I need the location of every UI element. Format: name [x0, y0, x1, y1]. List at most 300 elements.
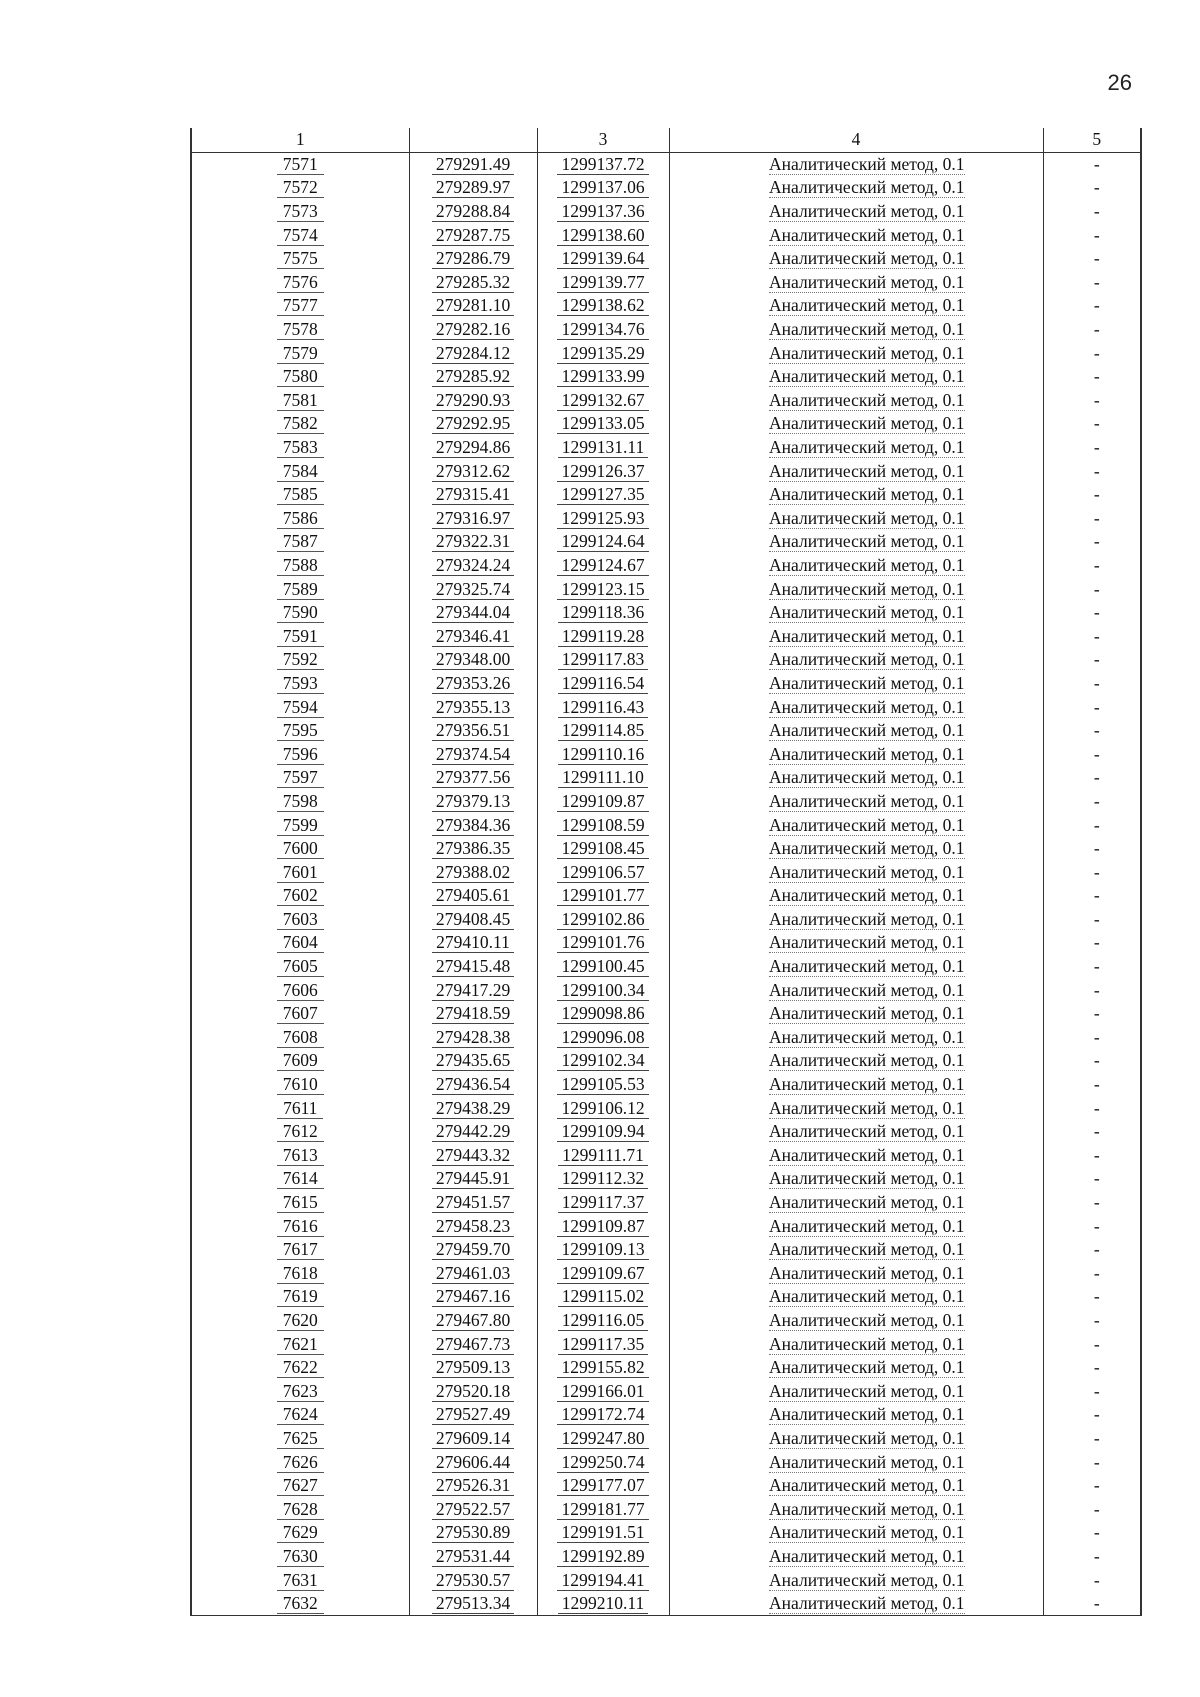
x-coordinate: 279531.44 — [432, 1546, 514, 1567]
method-accuracy: Аналитический метод, 0.1 — [769, 295, 965, 316]
note-cell — [1043, 247, 1141, 271]
y-coordinate-cell — [537, 837, 669, 861]
point-number-cell — [191, 860, 409, 884]
point-number-cell — [191, 1191, 409, 1215]
method-accuracy-cell — [669, 554, 1043, 578]
table-row — [191, 1002, 1141, 1026]
note: - — [1093, 1262, 1100, 1283]
x-coordinate-cell — [409, 742, 537, 766]
point-number-cell — [191, 1049, 409, 1073]
x-coordinate: 279438.29 — [432, 1098, 514, 1119]
point-number-cell — [191, 294, 409, 318]
note: - — [1093, 932, 1100, 953]
point-number-cell — [191, 1592, 409, 1616]
point-number-cell — [191, 389, 409, 413]
method-accuracy-cell — [669, 860, 1043, 884]
x-coordinate-cell — [409, 176, 537, 200]
point-number-cell — [191, 1096, 409, 1120]
table-row — [191, 813, 1141, 837]
note-cell — [1043, 1309, 1141, 1333]
note: - — [1093, 319, 1100, 340]
note: - — [1093, 814, 1100, 835]
method-accuracy-cell — [669, 436, 1043, 460]
table-row — [191, 507, 1141, 531]
note: - — [1093, 437, 1100, 458]
note-cell — [1043, 412, 1141, 436]
x-coordinate: 279374.54 — [432, 744, 514, 765]
note-cell — [1043, 719, 1141, 743]
point-number-cell — [191, 1332, 409, 1356]
table-row — [191, 1096, 1141, 1120]
x-coordinate-cell — [409, 1332, 537, 1356]
method-accuracy: Аналитический метод, 0.1 — [769, 625, 965, 646]
method-accuracy-cell — [669, 1120, 1043, 1144]
y-coordinate-cell — [537, 318, 669, 342]
note-cell — [1043, 766, 1141, 790]
point-number: 7613 — [277, 1145, 324, 1166]
point-number-cell — [191, 1238, 409, 1262]
note-cell — [1043, 1568, 1141, 1592]
y-coordinate: 1299123.15 — [557, 579, 648, 600]
method-accuracy: Аналитический метод, 0.1 — [769, 460, 965, 481]
point-number-cell — [191, 176, 409, 200]
note-cell — [1043, 1592, 1141, 1616]
method-accuracy-cell — [669, 1049, 1043, 1073]
note: - — [1093, 790, 1100, 811]
note-cell — [1043, 1521, 1141, 1545]
note-cell — [1043, 1356, 1141, 1380]
point-number: 7578 — [277, 319, 324, 340]
point-number: 7584 — [277, 461, 324, 482]
table-row — [191, 672, 1141, 696]
point-number: 7571 — [277, 154, 324, 175]
method-accuracy: Аналитический метод, 0.1 — [769, 602, 965, 623]
y-coordinate-cell — [537, 1521, 669, 1545]
table-row — [191, 247, 1141, 271]
point-number: 7576 — [277, 272, 324, 293]
y-coordinate: 1299096.08 — [557, 1027, 648, 1048]
table-row — [191, 1191, 1141, 1215]
y-coordinate: 1299109.87 — [557, 1216, 648, 1237]
x-coordinate-cell — [409, 1309, 537, 1333]
point-number: 7592 — [277, 649, 324, 670]
method-accuracy: Аналитический метод, 0.1 — [769, 1333, 965, 1354]
note: - — [1093, 767, 1100, 788]
x-coordinate: 279292.95 — [432, 413, 514, 434]
point-number: 7577 — [277, 295, 324, 316]
table-row — [191, 1545, 1141, 1569]
method-accuracy-cell — [669, 223, 1043, 247]
x-coordinate-cell — [409, 1144, 537, 1168]
point-number: 7587 — [277, 531, 324, 552]
point-number: 7589 — [277, 579, 324, 600]
x-coordinate: 279289.97 — [432, 177, 514, 198]
y-coordinate-cell — [537, 271, 669, 295]
point-number: 7581 — [277, 390, 324, 411]
x-coordinate: 279530.57 — [432, 1570, 514, 1591]
y-coordinate-cell — [537, 1262, 669, 1286]
y-coordinate-cell — [537, 507, 669, 531]
point-number-cell — [191, 152, 409, 176]
x-coordinate: 279445.91 — [432, 1168, 514, 1189]
point-number-cell — [191, 223, 409, 247]
x-coordinate: 279417.29 — [432, 980, 514, 1001]
x-coordinate: 279285.32 — [432, 272, 514, 293]
x-coordinate: 279285.92 — [432, 366, 514, 387]
method-accuracy-cell — [669, 601, 1043, 625]
method-accuracy: Аналитический метод, 0.1 — [769, 1498, 965, 1519]
note: - — [1093, 1427, 1100, 1448]
note-cell — [1043, 1049, 1141, 1073]
x-coordinate-cell — [409, 554, 537, 578]
table-row — [191, 365, 1141, 389]
note: - — [1093, 1050, 1100, 1071]
method-accuracy-cell — [669, 1592, 1043, 1616]
note: - — [1093, 1522, 1100, 1543]
table-row — [191, 1120, 1141, 1144]
point-number: 7626 — [277, 1452, 324, 1473]
note-cell — [1043, 1191, 1141, 1215]
note: - — [1093, 295, 1100, 316]
point-number-cell — [191, 908, 409, 932]
note-cell — [1043, 931, 1141, 955]
point-number-cell — [191, 247, 409, 271]
method-accuracy-cell — [669, 978, 1043, 1002]
y-coordinate: 1299139.77 — [557, 272, 648, 293]
method-accuracy: Аналитический метод, 0.1 — [769, 177, 965, 198]
x-coordinate-cell — [409, 294, 537, 318]
point-number: 7607 — [277, 1003, 324, 1024]
point-number-cell — [191, 1427, 409, 1451]
y-coordinate-cell — [537, 931, 669, 955]
note-cell — [1043, 978, 1141, 1002]
table-row — [191, 1379, 1141, 1403]
point-number: 7602 — [277, 885, 324, 906]
point-number: 7606 — [277, 980, 324, 1001]
x-coordinate: 279467.16 — [432, 1286, 514, 1307]
y-coordinate: 1299111.71 — [558, 1145, 648, 1166]
header-col-2 — [409, 128, 537, 152]
point-number-cell — [191, 459, 409, 483]
y-coordinate-cell — [537, 1403, 669, 1427]
note-cell — [1043, 1214, 1141, 1238]
table-row — [191, 530, 1141, 554]
x-coordinate-cell — [409, 1592, 537, 1616]
method-accuracy: Аналитический метод, 0.1 — [769, 531, 965, 552]
x-coordinate: 279312.62 — [432, 461, 514, 482]
point-number: 7598 — [277, 791, 324, 812]
note: - — [1093, 389, 1100, 410]
note: - — [1093, 1451, 1100, 1472]
y-coordinate: 1299210.11 — [558, 1593, 648, 1614]
method-accuracy-cell — [669, 1073, 1043, 1097]
x-coordinate: 279346.41 — [432, 626, 514, 647]
point-number: 7596 — [277, 744, 324, 765]
method-accuracy: Аналитический метод, 0.1 — [769, 696, 965, 717]
y-coordinate: 1299100.45 — [557, 956, 648, 977]
point-number-cell — [191, 577, 409, 601]
method-accuracy-cell — [669, 719, 1043, 743]
table-row — [191, 955, 1141, 979]
table-row — [191, 294, 1141, 318]
x-coordinate: 279520.18 — [432, 1381, 514, 1402]
x-coordinate-cell — [409, 1497, 537, 1521]
note-cell — [1043, 672, 1141, 696]
y-coordinate: 1299138.62 — [557, 295, 648, 316]
note-cell — [1043, 1285, 1141, 1309]
point-number-cell — [191, 1073, 409, 1097]
note-cell — [1043, 860, 1141, 884]
method-accuracy-cell — [669, 507, 1043, 531]
point-number-cell — [191, 601, 409, 625]
x-coordinate-cell — [409, 1262, 537, 1286]
note-cell — [1043, 176, 1141, 200]
method-accuracy-cell — [669, 1450, 1043, 1474]
x-coordinate: 279428.38 — [432, 1027, 514, 1048]
point-number: 7586 — [277, 508, 324, 529]
point-number: 7585 — [277, 484, 324, 505]
method-accuracy: Аналитический метод, 0.1 — [769, 838, 965, 859]
y-coordinate-cell — [537, 1309, 669, 1333]
x-coordinate-cell — [409, 648, 537, 672]
point-number-cell — [191, 790, 409, 814]
x-coordinate-cell — [409, 200, 537, 224]
x-coordinate-cell — [409, 318, 537, 342]
point-number-cell — [191, 554, 409, 578]
x-coordinate: 279415.48 — [432, 956, 514, 977]
point-number-cell — [191, 1167, 409, 1191]
y-coordinate-cell — [537, 530, 669, 554]
x-coordinate-cell — [409, 908, 537, 932]
x-coordinate-cell — [409, 1568, 537, 1592]
y-coordinate: 1299110.16 — [558, 744, 648, 765]
y-coordinate-cell — [537, 176, 669, 200]
method-accuracy-cell — [669, 1568, 1043, 1592]
y-coordinate-cell — [537, 908, 669, 932]
note-cell — [1043, 389, 1141, 413]
method-accuracy: Аналитический метод, 0.1 — [769, 342, 965, 363]
point-number: 7579 — [277, 343, 324, 364]
y-coordinate: 1299172.74 — [557, 1404, 648, 1425]
point-number: 7609 — [277, 1050, 324, 1071]
method-accuracy-cell — [669, 483, 1043, 507]
method-accuracy: Аналитический метод, 0.1 — [769, 1050, 965, 1071]
note-cell — [1043, 1026, 1141, 1050]
point-number: 7619 — [277, 1286, 324, 1307]
note-cell — [1043, 507, 1141, 531]
method-accuracy: Аналитический метод, 0.1 — [769, 1357, 965, 1378]
x-coordinate: 279282.16 — [432, 319, 514, 340]
point-number-cell — [191, 813, 409, 837]
point-number-cell — [191, 1214, 409, 1238]
y-coordinate-cell — [537, 1002, 669, 1026]
method-accuracy: Аналитический метод, 0.1 — [769, 319, 965, 340]
y-coordinate-cell — [537, 483, 669, 507]
y-coordinate-cell — [537, 813, 669, 837]
y-coordinate: 1299139.64 — [557, 248, 648, 269]
note-cell — [1043, 271, 1141, 295]
x-coordinate-cell — [409, 624, 537, 648]
point-number-cell — [191, 1144, 409, 1168]
y-coordinate-cell — [537, 766, 669, 790]
table-row — [191, 719, 1141, 743]
table-row — [191, 601, 1141, 625]
y-coordinate: 1299109.87 — [557, 791, 648, 812]
x-coordinate-cell — [409, 884, 537, 908]
point-number: 7611 — [277, 1098, 323, 1119]
note: - — [1093, 153, 1100, 174]
note-cell — [1043, 1002, 1141, 1026]
y-coordinate-cell — [537, 790, 669, 814]
note-cell — [1043, 1450, 1141, 1474]
table-row — [191, 1073, 1141, 1097]
x-coordinate-cell — [409, 1120, 537, 1144]
point-number: 7599 — [277, 815, 324, 836]
x-coordinate-cell — [409, 577, 537, 601]
x-coordinate-cell — [409, 719, 537, 743]
point-number-cell — [191, 1026, 409, 1050]
method-accuracy-cell — [669, 1332, 1043, 1356]
method-accuracy: Аналитический метод, 0.1 — [769, 366, 965, 387]
point-number-cell — [191, 1521, 409, 1545]
y-coordinate-cell — [537, 294, 669, 318]
x-coordinate: 279458.23 — [432, 1216, 514, 1237]
point-number-cell — [191, 1474, 409, 1498]
note: - — [1093, 1593, 1100, 1614]
x-coordinate: 279379.13 — [432, 791, 514, 812]
x-coordinate: 279356.51 — [432, 720, 514, 741]
y-coordinate-cell — [537, 742, 669, 766]
table-row — [191, 318, 1141, 342]
method-accuracy-cell — [669, 1002, 1043, 1026]
method-accuracy: Аналитический метод, 0.1 — [769, 1026, 965, 1047]
x-coordinate: 279609.14 — [432, 1428, 514, 1449]
x-coordinate-cell — [409, 530, 537, 554]
method-accuracy-cell — [669, 624, 1043, 648]
point-number-cell — [191, 766, 409, 790]
table-row — [191, 1450, 1141, 1474]
method-accuracy-cell — [669, 790, 1043, 814]
x-coordinate-cell — [409, 1002, 537, 1026]
point-number: 7628 — [277, 1499, 324, 1520]
method-accuracy: Аналитический метод, 0.1 — [769, 649, 965, 670]
point-number: 7595 — [277, 720, 324, 741]
method-accuracy-cell — [669, 884, 1043, 908]
method-accuracy: Аналитический метод, 0.1 — [769, 790, 965, 811]
point-number: 7588 — [277, 555, 324, 576]
point-number: 7624 — [277, 1404, 324, 1425]
x-coordinate: 279451.57 — [432, 1192, 514, 1213]
note-cell — [1043, 601, 1141, 625]
table-row — [191, 1521, 1141, 1545]
x-coordinate-cell — [409, 365, 537, 389]
y-coordinate-cell — [537, 860, 669, 884]
point-number: 7573 — [277, 201, 324, 222]
method-accuracy: Аналитический метод, 0.1 — [769, 956, 965, 977]
table-row — [191, 223, 1141, 247]
table-row — [191, 176, 1141, 200]
header-col-3: 3 — [537, 128, 669, 152]
method-accuracy: Аналитический метод, 0.1 — [769, 1239, 965, 1260]
point-number-cell — [191, 742, 409, 766]
note: - — [1093, 625, 1100, 646]
method-accuracy-cell — [669, 813, 1043, 837]
method-accuracy: Аналитический метод, 0.1 — [769, 767, 965, 788]
note-cell — [1043, 1262, 1141, 1286]
method-accuracy-cell — [669, 1427, 1043, 1451]
method-accuracy-cell — [669, 1238, 1043, 1262]
x-coordinate-cell — [409, 483, 537, 507]
method-accuracy: Аналитический метод, 0.1 — [769, 271, 965, 292]
point-number: 7608 — [277, 1027, 324, 1048]
table-row — [191, 577, 1141, 601]
y-coordinate: 1299108.59 — [557, 815, 648, 836]
x-coordinate-cell — [409, 1521, 537, 1545]
note-cell — [1043, 884, 1141, 908]
x-coordinate-cell — [409, 1450, 537, 1474]
method-accuracy-cell — [669, 176, 1043, 200]
point-number: 7597 — [277, 767, 324, 788]
point-number: 7621 — [277, 1334, 324, 1355]
method-accuracy: Аналитический метод, 0.1 — [769, 201, 965, 222]
x-coordinate: 279408.45 — [432, 909, 514, 930]
note-cell — [1043, 200, 1141, 224]
y-coordinate: 1299106.57 — [557, 862, 648, 883]
point-number: 7614 — [277, 1168, 324, 1189]
note: - — [1093, 1357, 1100, 1378]
point-number: 7610 — [277, 1074, 324, 1095]
x-coordinate-cell — [409, 1214, 537, 1238]
method-accuracy: Аналитический метод, 0.1 — [769, 672, 965, 693]
note: - — [1093, 342, 1100, 363]
point-number: 7620 — [277, 1310, 324, 1331]
method-accuracy-cell — [669, 1191, 1043, 1215]
table-row — [191, 978, 1141, 1002]
x-coordinate: 279388.02 — [432, 862, 514, 883]
method-accuracy: Аналитический метод, 0.1 — [769, 1593, 965, 1614]
method-accuracy: Аналитический метод, 0.1 — [769, 1427, 965, 1448]
note: - — [1093, 720, 1100, 741]
header-col-1: 1 — [191, 128, 409, 152]
y-coordinate-cell — [537, 1096, 669, 1120]
table-row — [191, 1403, 1141, 1427]
note-cell — [1043, 624, 1141, 648]
point-number: 7617 — [277, 1239, 324, 1260]
y-coordinate: 1299119.28 — [558, 626, 648, 647]
point-number-cell — [191, 1356, 409, 1380]
method-accuracy-cell — [669, 200, 1043, 224]
y-coordinate-cell — [537, 672, 669, 696]
y-coordinate-cell — [537, 341, 669, 365]
method-accuracy: Аналитический метод, 0.1 — [769, 507, 965, 528]
point-number-cell — [191, 648, 409, 672]
method-accuracy: Аналитический метод, 0.1 — [769, 1545, 965, 1566]
table-row — [191, 695, 1141, 719]
x-coordinate-cell — [409, 1073, 537, 1097]
point-number-cell — [191, 1450, 409, 1474]
y-coordinate-cell — [537, 1356, 669, 1380]
table-row — [191, 1167, 1141, 1191]
method-accuracy: Аналитический метод, 0.1 — [769, 484, 965, 505]
note: - — [1093, 1003, 1100, 1024]
method-accuracy: Аналитический метод, 0.1 — [769, 743, 965, 764]
y-coordinate: 1299127.35 — [557, 484, 648, 505]
y-coordinate: 1299124.67 — [557, 555, 648, 576]
point-number-cell — [191, 695, 409, 719]
table-row — [191, 389, 1141, 413]
y-coordinate: 1299116.43 — [558, 697, 648, 718]
y-coordinate: 1299250.74 — [557, 1452, 648, 1473]
